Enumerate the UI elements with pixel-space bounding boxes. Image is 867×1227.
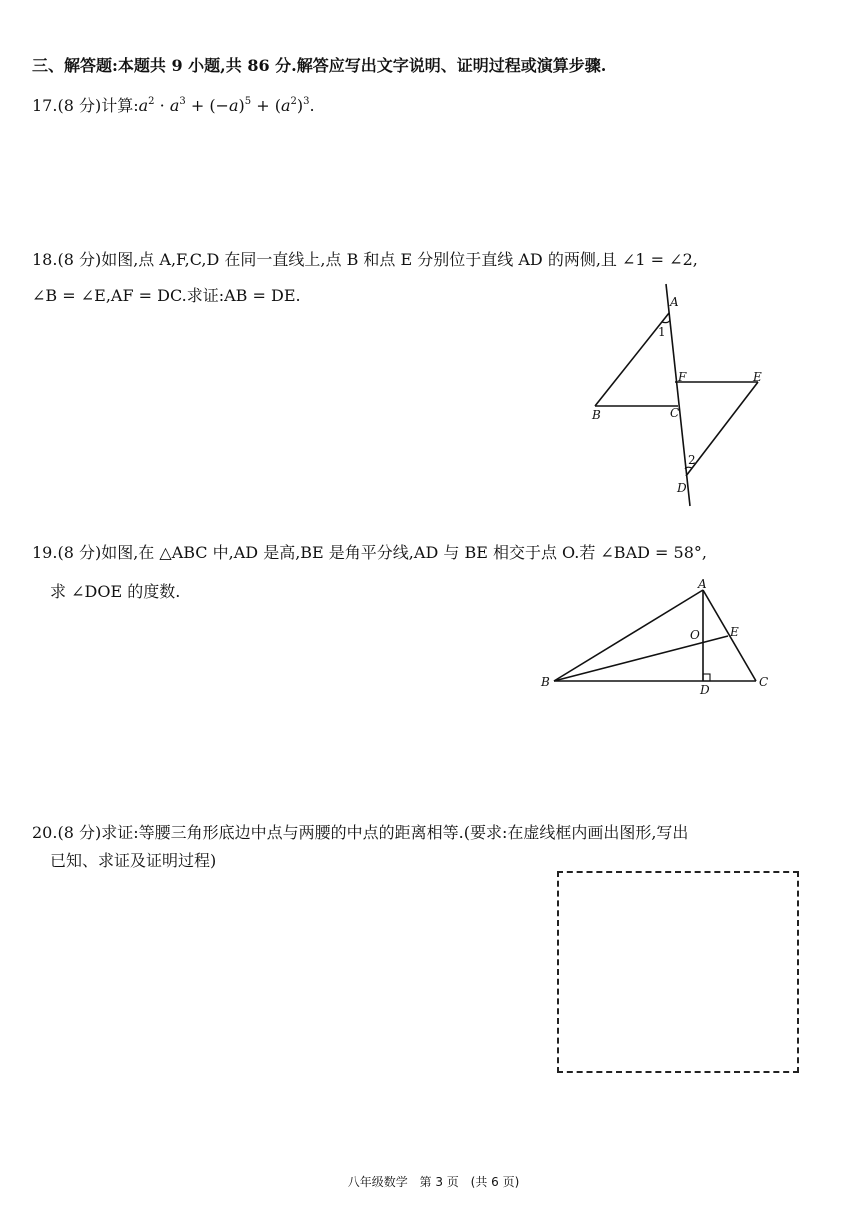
- question-20-number: 20.: [32, 823, 58, 842]
- angle-2-label: 2: [688, 453, 696, 467]
- question-20-line-1: [32, 823, 688, 843]
- question-20-line-2: 已知、求证及证明过程): [50, 851, 217, 870]
- expr-base-4: a: [280, 96, 291, 115]
- expr-end: .: [309, 96, 315, 115]
- expr-exp-5: 3: [303, 96, 310, 107]
- question-18-line-2: ∠B = ∠E,AF = DC.求证:AB = DE.: [32, 286, 301, 305]
- question-19-score: (8 分): [57, 543, 102, 562]
- label-c: C: [670, 406, 680, 420]
- question-18-score: (8 分): [57, 250, 102, 269]
- expr-base-1: a: [138, 96, 149, 115]
- question-20-text-1: 求证:等腰三角形底边中点与两腰的中点的距离相等.(要求:在虚线框内画出图形,写出: [101, 823, 689, 842]
- page-footer: [0, 1173, 867, 1190]
- question-17-number: 17.: [32, 96, 58, 115]
- question-18-text-1: 如图,点 A,F,C,D 在同一直线上,点 B 和点 E 分别位于直线 AD 的两侧,且 ∠1 = ∠2,: [101, 250, 698, 269]
- label-c: C: [759, 675, 769, 689]
- angle-1-label: 1: [658, 325, 666, 339]
- line-ad: [666, 284, 690, 506]
- label-a: A: [698, 578, 707, 591]
- question-20-score: (8 分): [57, 823, 102, 842]
- label-e: E: [730, 625, 739, 639]
- label-b: B: [541, 675, 550, 689]
- question-19-number: 19.: [32, 543, 58, 562]
- drawing-box[interactable]: [557, 871, 799, 1073]
- question-18-number: 18.: [32, 250, 58, 269]
- segment-be: [554, 636, 728, 681]
- question-17-prompt: 计算:: [101, 96, 139, 115]
- label-a: A: [670, 295, 679, 309]
- question-19-line-2: 求 ∠DOE 的度数.: [50, 582, 181, 601]
- question-19-line-1: [32, 543, 707, 563]
- question-17-score: (8 分): [57, 96, 102, 115]
- question-17: [32, 96, 315, 116]
- expr-exp-2: 3: [179, 96, 186, 107]
- expr-plus-2: +: [251, 96, 275, 115]
- section-heading: 三、解答题:本题共 9 小题,共 86 分.解答应写出文字说明、证明过程或演算步骤.: [32, 56, 607, 75]
- label-d: D: [677, 481, 687, 495]
- segment-ba: [554, 590, 703, 681]
- expr-base-2: a: [169, 96, 180, 115]
- question-19-text-1: 如图,在 △ABC 中,AD 是高,BE 是角平分线,AD 与 BE 相交于点 O.若 ∠BAD = 58°,: [101, 543, 707, 562]
- label-f: F: [678, 370, 687, 384]
- expr-exp-4: 2: [290, 96, 297, 107]
- expr-exp-3: 5: [244, 96, 252, 107]
- expr-paren-open-2: (: [274, 96, 281, 115]
- question-18-figure: [580, 280, 780, 510]
- label-d: D: [700, 683, 710, 696]
- question-18-line-1: [32, 250, 698, 270]
- expr-exp-1: 2: [148, 96, 155, 107]
- footer-subject: 八年级数学: [347, 1175, 408, 1189]
- question-19-figure: [538, 578, 778, 696]
- expr-paren-close-1: ): [238, 96, 245, 115]
- footer-page: 第 3 页: [419, 1175, 459, 1189]
- label-b: B: [592, 408, 601, 422]
- expr-base-3: a: [228, 96, 239, 115]
- right-angle-mark: [703, 674, 710, 681]
- expr-dot: ·: [154, 96, 170, 115]
- expr-paren-open-1: (−: [209, 96, 229, 115]
- expr-plus-1: +: [185, 96, 210, 115]
- label-e: E: [753, 370, 762, 384]
- question-17-expression: [139, 96, 315, 115]
- expr-paren-close-2: ): [296, 96, 304, 115]
- segment-ed: [686, 382, 758, 476]
- label-o: O: [690, 628, 700, 642]
- footer-total: (共 6 页): [470, 1175, 520, 1189]
